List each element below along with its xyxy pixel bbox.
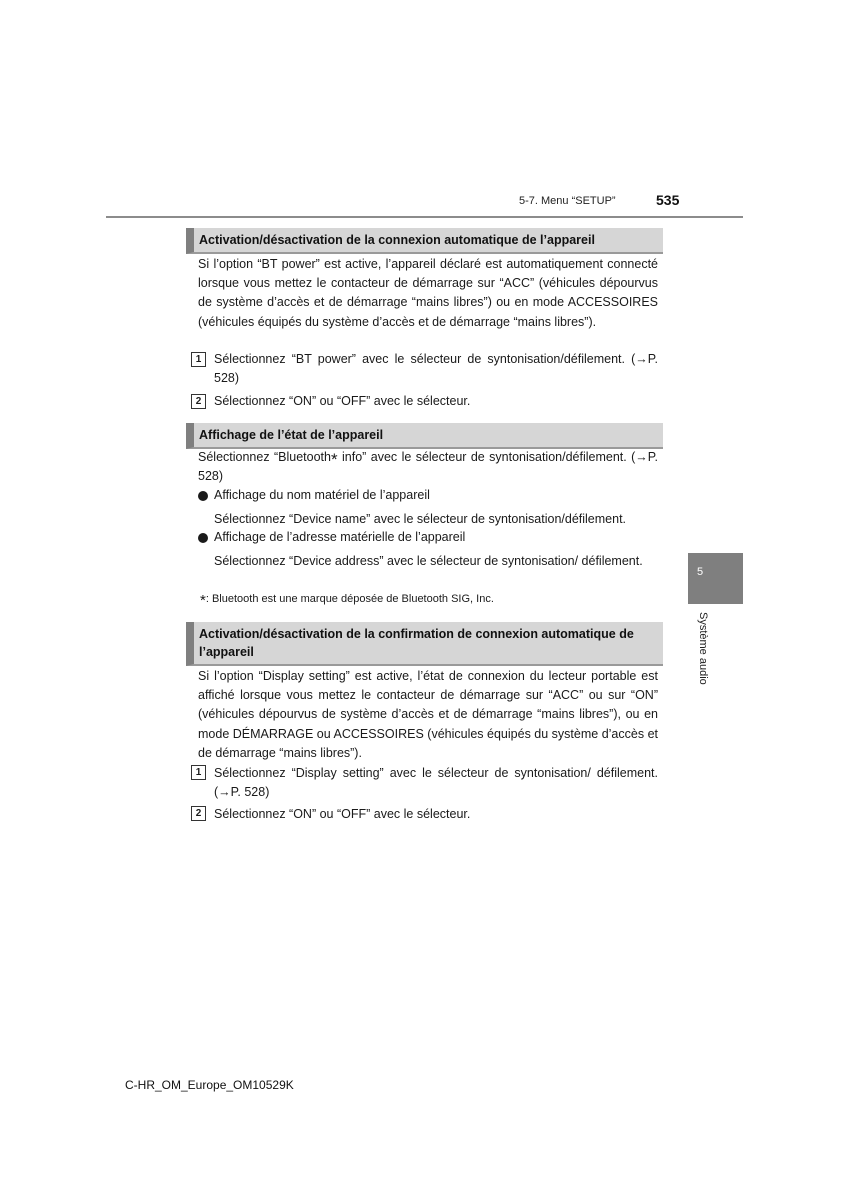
section3-step1-text: Sélectionnez “Display setting” avec le sélecteur de syntonisation/ défilement. (→P. 528) <box>214 766 658 800</box>
step-number-badge: 2 <box>191 806 206 821</box>
footnote: *: Bluetooth est une marque déposée de Bluetooth SIG, Inc. <box>200 592 494 609</box>
chapter-label: Système audio <box>697 612 709 685</box>
section1-intro: Si l’option “BT power” est active, l’appareil déclaré est automatiquement connecté lorsque vous mettez le contacteur de démarrage sur “ACC” (véhicules dépourvus de système d’accès et de démarrage “mains libres”) ou en mode ACCESSOIRES (véhicules équipés du système d’accès et de démarrage “mains libres”). <box>198 257 658 329</box>
bullet-label-device-address: Affichage de l’adresse matérielle de l’appareil <box>214 530 466 544</box>
section-title-connection-confirmation: Activation/désactivation de la confirmation de connexion automatique de l’appareil <box>186 622 663 666</box>
section-title-device-status: Affichage de l’état de l’appareil <box>186 423 663 449</box>
bullet-detail-device-address: Sélectionnez “Device address” avec le sélecteur de syntonisation/ défilement. <box>214 554 643 568</box>
step-number-badge: 1 <box>191 352 206 367</box>
bullet-icon <box>198 491 208 501</box>
footnote-asterisk: * <box>330 450 338 469</box>
header-section-title: 5-7. Menu “SETUP” <box>519 195 616 207</box>
section2-intro: Sélectionnez “Bluetooth* info” avec le sélecteur de syntonisation/défilement. (→P. 528) <box>198 450 659 484</box>
section1-step1-text: Sélectionnez “BT power” avec le sélecteur de syntonisation/défilement. (→P. 528) <box>214 352 658 386</box>
document-code: C-HR_OM_Europe_OM10529K <box>125 1078 294 1092</box>
bullet-detail-device-name: Sélectionnez “Device name” avec le sélecteur de syntonisation/défilement. <box>214 512 627 526</box>
section3-step2-text: Sélectionnez “ON” ou “OFF” avec le sélecteur. <box>214 807 471 821</box>
section3-intro: Si l’option “Display setting” est active, l’état de connexion du lecteur portable est affiché lorsque vous mettez le contacteur de démarrage sur “ACC” ou sur “ON” (véhicules dépourvus de système d’accès et de démarrage “mains libres”), ou en mode DÉMARRAGE ou ACCESSOIRES (véhicules équipés du système d’accès et de démarrage “mains libres”). <box>198 669 658 760</box>
header-divider <box>106 216 743 218</box>
section1-step2-text: Sélectionnez “ON” ou “OFF” avec le sélecteur. <box>214 394 471 408</box>
page-number: 535 <box>656 192 680 208</box>
bullet-label-device-name: Affichage du nom matériel de l’appareil <box>214 488 430 502</box>
chapter-number: 5 <box>697 566 704 578</box>
chapter-tab <box>688 553 743 604</box>
step-number-badge: 1 <box>191 765 206 780</box>
bullet-icon <box>198 533 208 543</box>
step-number-badge: 2 <box>191 394 206 409</box>
section-title-auto-connect: Activation/désactivation de la connexion automatique de l’appareil <box>186 228 663 254</box>
